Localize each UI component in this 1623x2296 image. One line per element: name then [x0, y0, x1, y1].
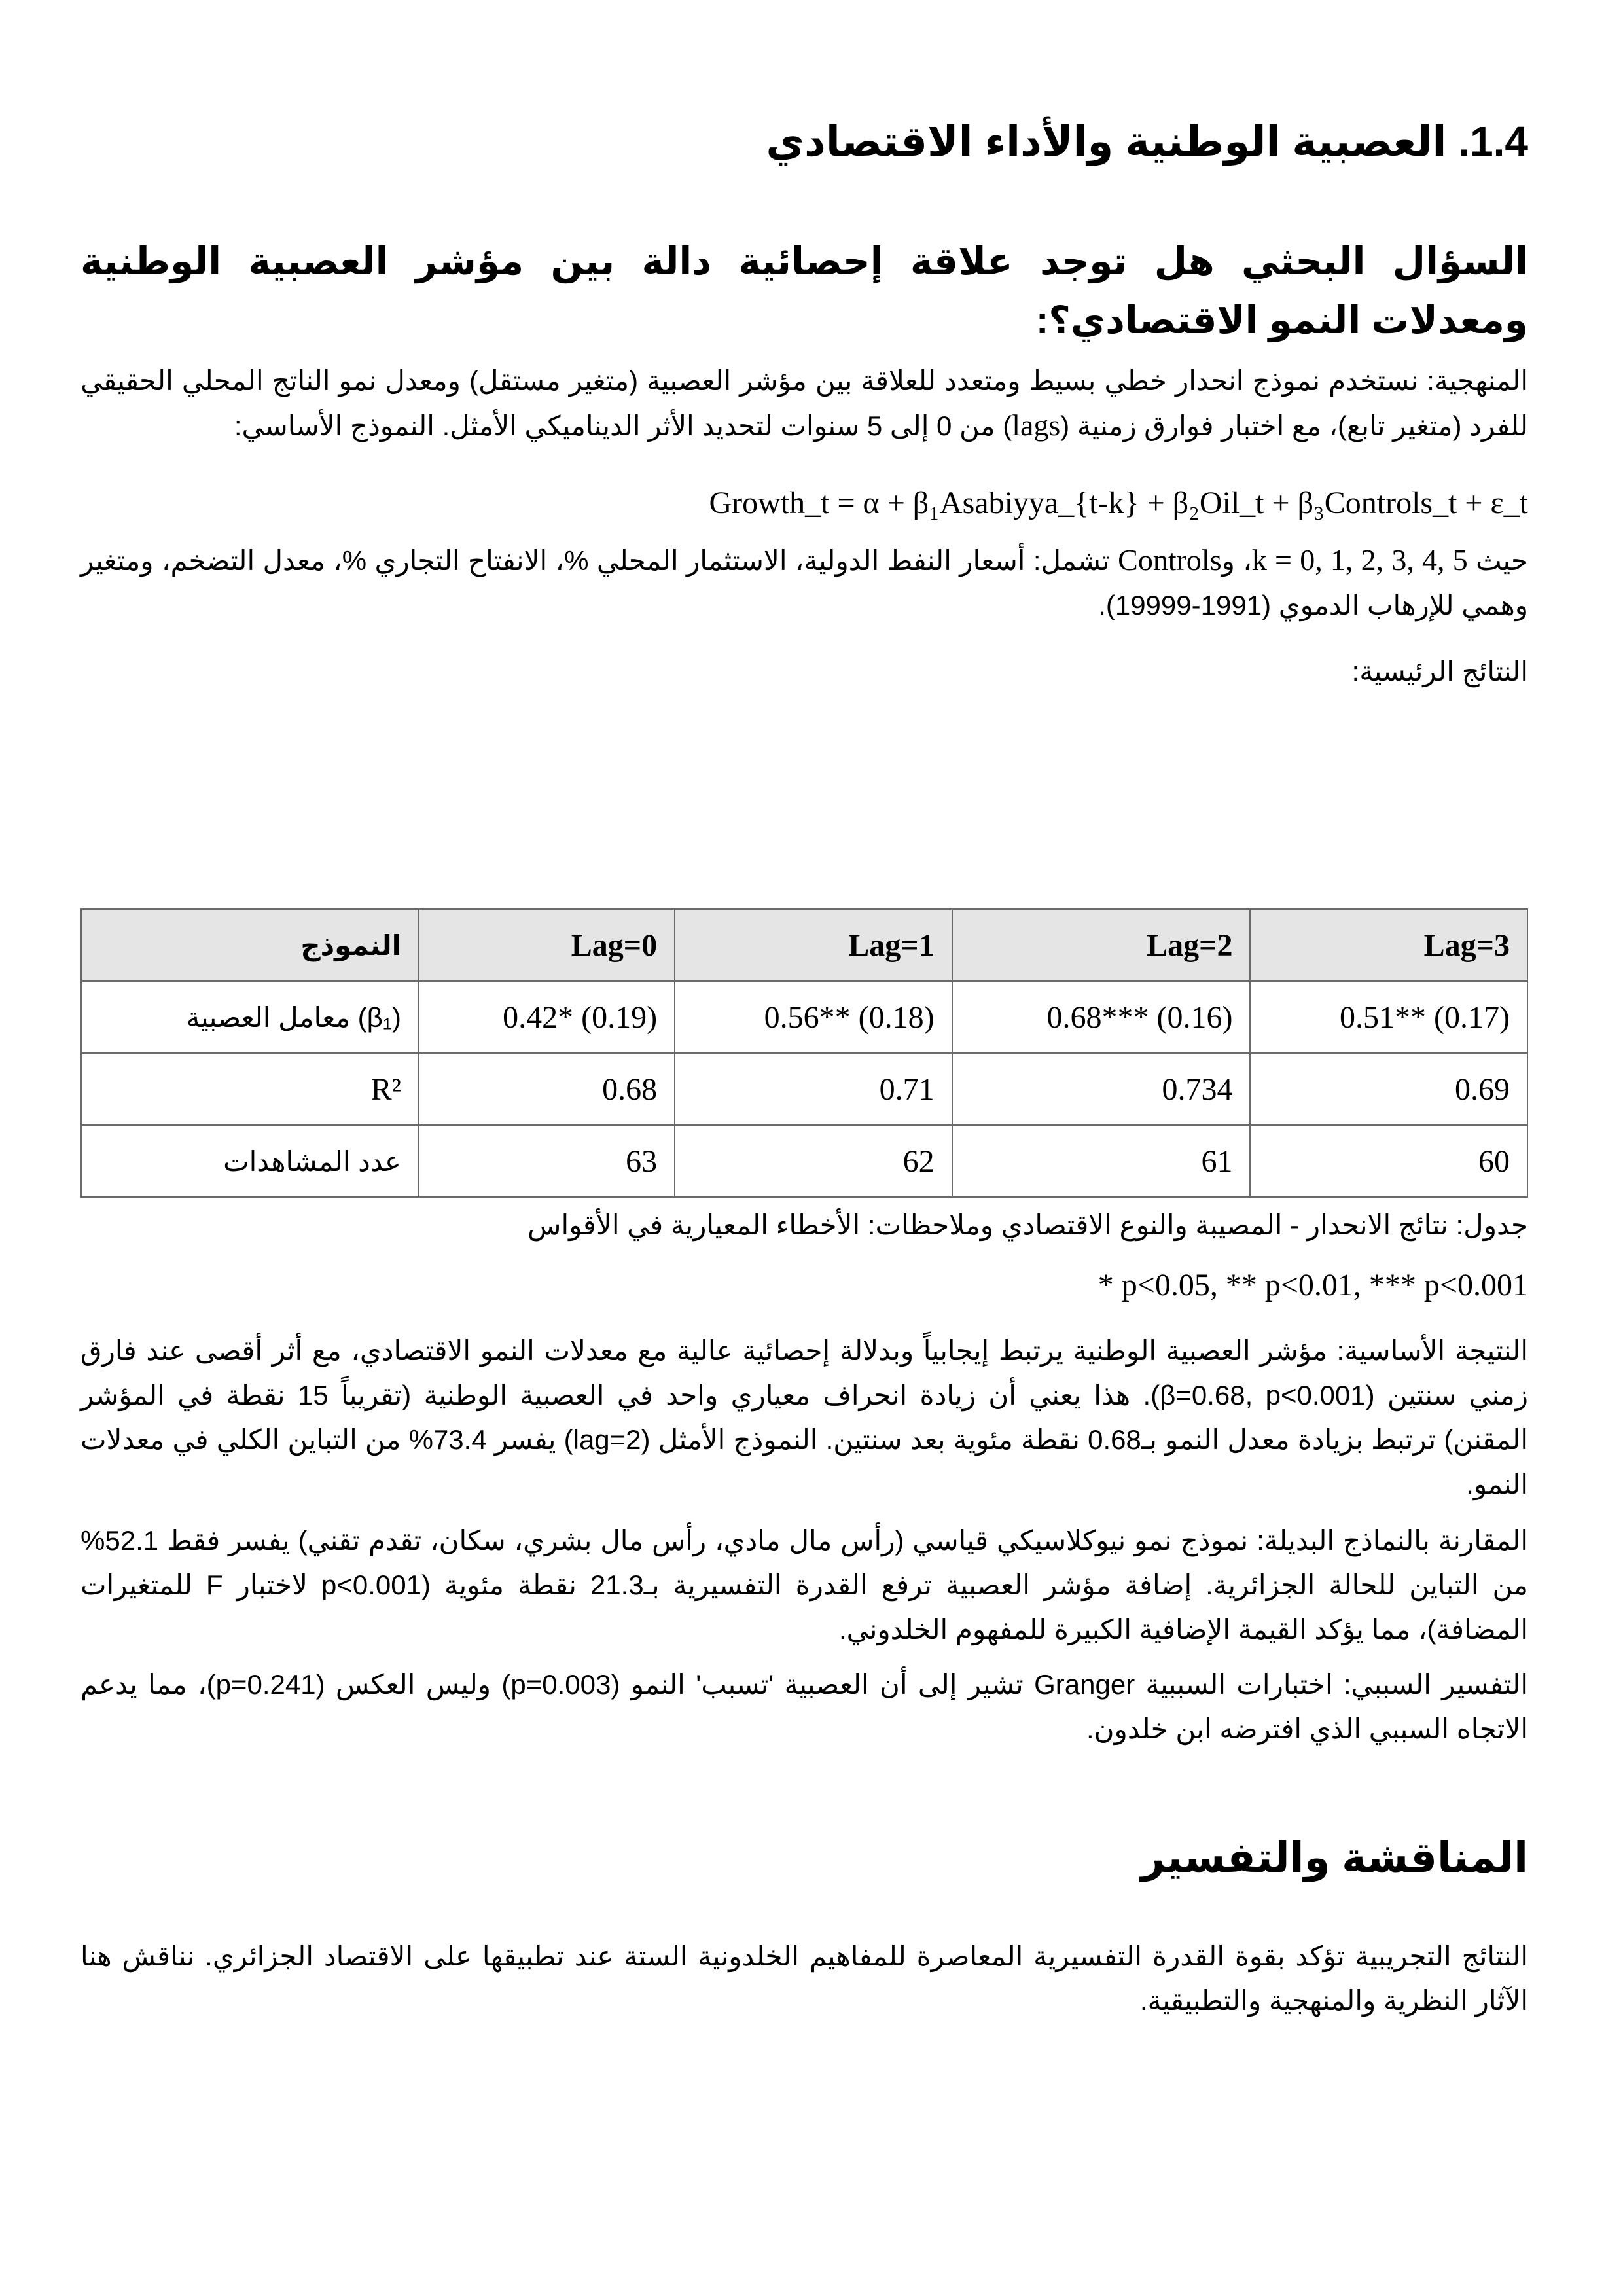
- table-header-lag0: Lag=0: [419, 909, 675, 981]
- row-label-observations: عدد المشاهدات: [81, 1125, 419, 1197]
- causal-paragraph: التفسير السببي: اختبارات السببية Granger تشير إلى أن العصبية 'تسبب' النمو (p=0.003) وليس العكس (p=0.241)، مما يدعم الاتجاه السببي الذي افترضه ابن خلدون.: [80, 1669, 1529, 1744]
- where-prefix: حيث: [1467, 545, 1529, 576]
- table-cell: 0.42* (0.19): [419, 981, 675, 1053]
- where-rest: تشمل: أسعار النفط الدولية، الاستثمار المحلي %، الانفتاح التجاري %، معدل التضخم، ومتغير وهمي للإرهاب الدموي (1991-19999).: [80, 545, 1528, 620]
- methodology-line2-part2: ) من 0 إلى 5 سنوات لتحديد الأثر الديناميكي الأمثل. النموذج الأساسي:: [234, 410, 1012, 441]
- table-cell: 0.68: [419, 1053, 675, 1125]
- table-header-lag3: Lag=3: [1250, 909, 1527, 981]
- table-cell: 63: [419, 1125, 675, 1197]
- row-label-coefficient: معامل العصبية (β₁): [81, 981, 419, 1053]
- table-cell: 0.71: [675, 1053, 952, 1125]
- table-cell: 0.56** (0.18): [675, 981, 952, 1053]
- table-caption: جدول: نتائج الانحدار - المصيبة والنوع الاقتصادي وملاحظات: الأخطاء المعيارية في الأقواس: [527, 1210, 1528, 1240]
- comparison-paragraph: المقارنة بالنماذج البديلة: نموذج نمو نيوكلاسيكي قياسي (رأس مال مادي، رأس مال بشري، سكان، تقدم تقني) يفسر فقط 52.1% من التباين للحالة الجزائرية. إضافة مؤشر العصبية ترفع القدرة التفسيرية بـ21.3 نقطة مئوية (p<0.001 لاختبار F للمتغيرات المضافة)، مما يؤكد القيمة الإضافية الكبيرة للمفهوم الخلدوني.: [80, 1525, 1528, 1645]
- significance-note: * p<0.05, ** p<0.01, *** p<0.001: [1097, 1268, 1528, 1302]
- table-cell: 0.734: [952, 1053, 1251, 1125]
- methodology-line1: المنهجية: نستخدم نموذج انحدار خطي بسيط ومتعدد للعلاقة بين مؤشر العصبية (متغير مستقل) ومعدل نمو الناتج المحلي الحقيقي: [80, 365, 1528, 396]
- discussion-paragraph: النتائج التجريبية تؤكد بقوة القدرة التفسيرية المعاصرة للمفاهيم الخلدونية الستة عند تطبيقها على الاقتصاد الجزائري. نناقش هنا الآثار النظرية والمنهجية والتطبيقية.: [80, 1941, 1528, 2016]
- table-row: [81, 1053, 1527, 1125]
- methodology-lags-term: lags: [1012, 408, 1061, 442]
- section-title: 1.4. العصبية الوطنية والأداء الاقتصادي: [766, 118, 1528, 165]
- model-equation: Growth_t = α + β₁Asabiyya_{t-k} + β₂Oil_t + β₃Controls_t + ε_t: [709, 486, 1528, 520]
- table-header-row: [81, 909, 1527, 981]
- where-controls-term: Controls: [1118, 543, 1222, 577]
- table-cell: 62: [675, 1125, 952, 1197]
- table-cell: 60: [1250, 1125, 1527, 1197]
- where-k-values: k = 0, 1, 2, 3, 4, 5: [1251, 543, 1468, 577]
- table-cell: 0.51** (0.17): [1250, 981, 1527, 1053]
- regression-results-table: [80, 908, 1528, 1198]
- table-header-lag2: Lag=2: [952, 909, 1251, 981]
- table-row: [81, 981, 1527, 1053]
- methodology-paragraph: [80, 359, 1528, 448]
- main-result-paragraph: النتيجة الأساسية: مؤشر العصبية الوطنية يرتبط إيجابياً وبدلالة إحصائية عالية مع معدلات النمو الاقتصادي، مع أثر أقصى عند فارق زمني سنتين (β=0.68, p<0.001). هذا يعني أن زيادة انحراف معياري واحد في العصبية الوطنية (تقريباً 15 نقطة في المؤشر المقنن) ترتبط بزيادة معدل النمو بـ0.68 نقطة مئوية بعد سنتين. النموذج الأمثل (lag=2) يفسر 73.4% من التباين الكلي في معدلات النمو.: [80, 1335, 1528, 1499]
- discussion-title: المناقشة والتفسير: [1141, 1834, 1528, 1881]
- main-results-label: النتائج الرئيسية:: [1351, 656, 1528, 687]
- table-header-model: النموذج: [81, 909, 419, 981]
- methodology-line2-part1: للفرد (متغير تابع)، مع اختبار فوارق زمنية (: [1060, 410, 1528, 441]
- table-header-lag1: Lag=1: [675, 909, 952, 981]
- research-question: السؤال البحثي هل توجد علاقة إحصائية دالة بين مؤشر العصبية الوطنية ومعدلات النمو الاقتصادي؟:: [80, 240, 1528, 342]
- where-mid: ، و: [1221, 545, 1252, 576]
- table-row: [81, 1125, 1527, 1197]
- table-cell: 61: [952, 1125, 1251, 1197]
- table-cell: 0.68*** (0.16): [952, 981, 1251, 1053]
- table-cell: 0.69: [1250, 1053, 1527, 1125]
- row-label-r-squared: R²: [81, 1053, 419, 1125]
- where-paragraph: [80, 538, 1528, 628]
